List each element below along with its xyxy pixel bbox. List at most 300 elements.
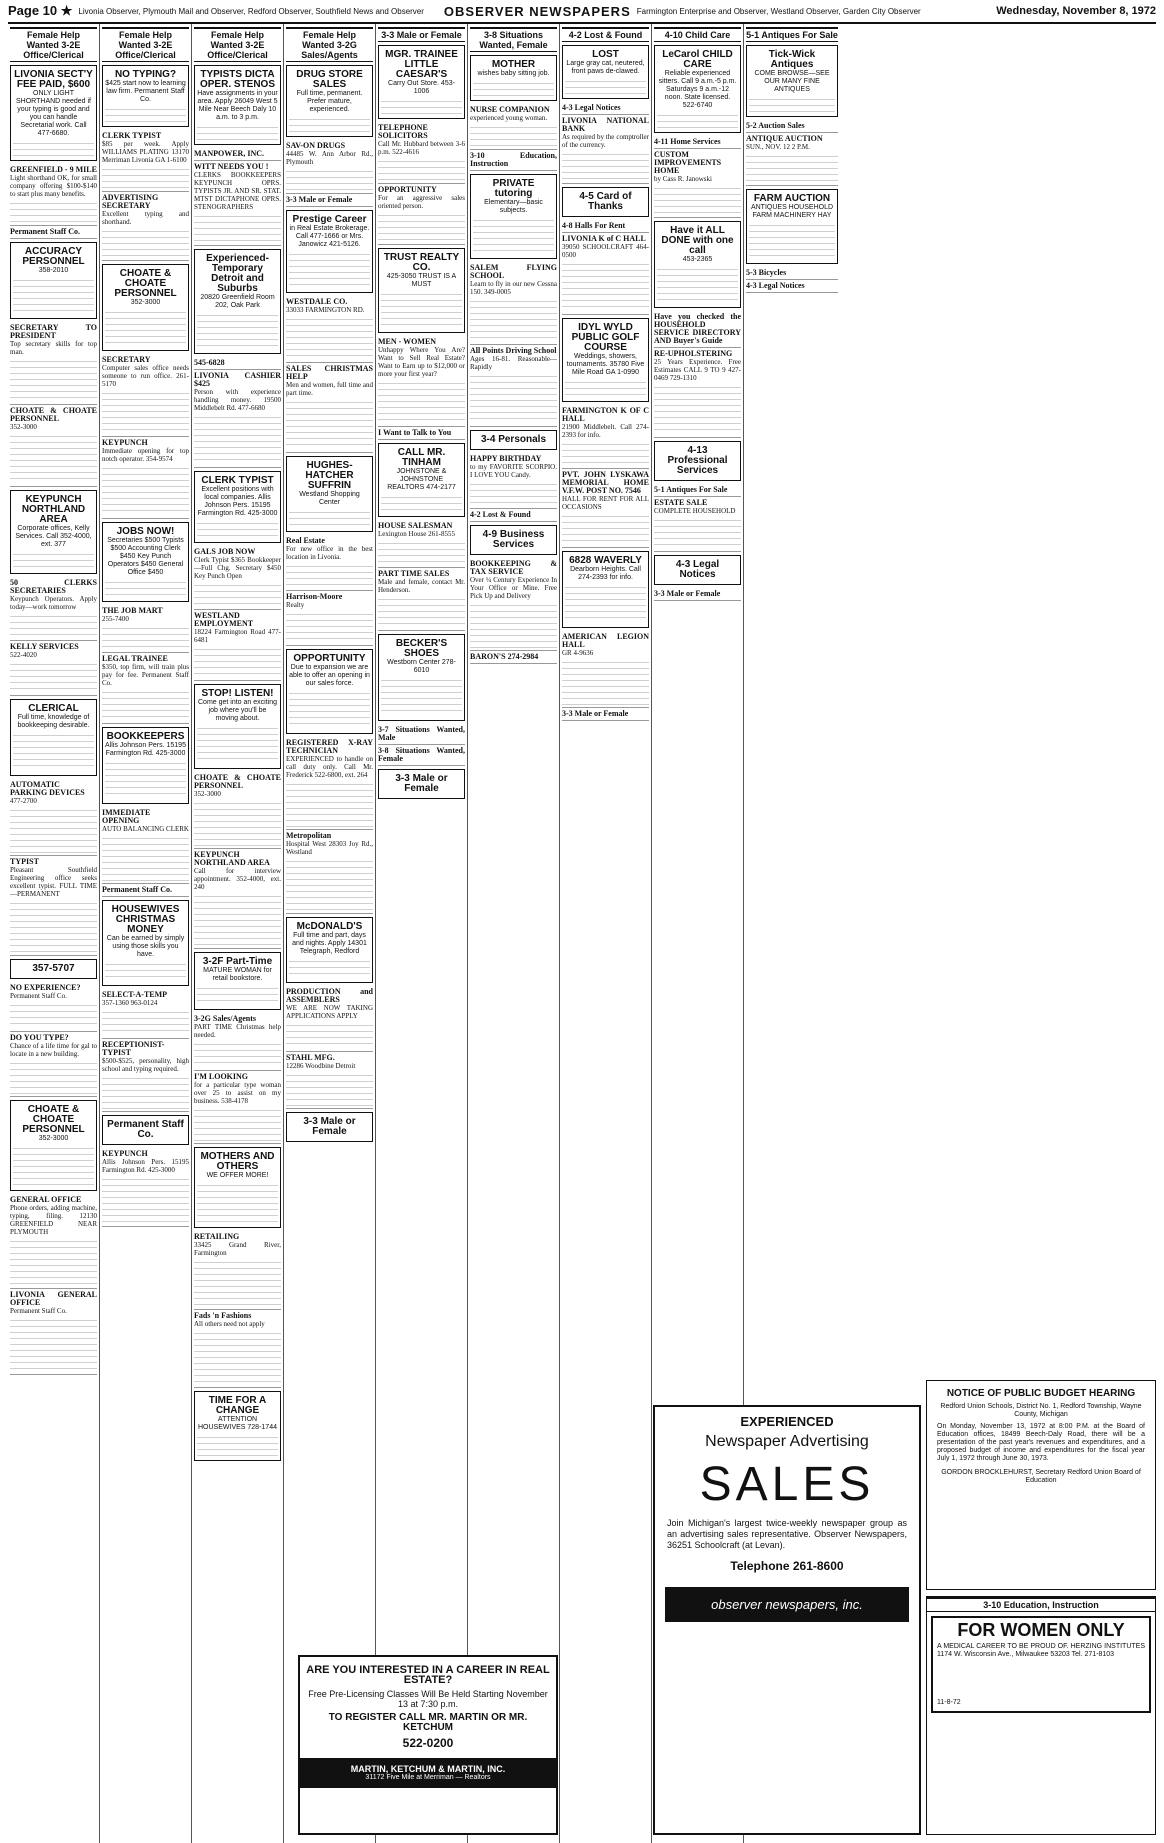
ad-body-text-lines xyxy=(10,659,97,693)
ad-text: EXPERIENCED to handle on call duty only. Call Mr. Frederick 522-6800, ext. 264 xyxy=(286,755,373,779)
ad-text: Person with experience handling money. 19500 Middlebelt Rd. 477-6680 xyxy=(194,388,281,412)
ad-title: BARON'S 274-2984 xyxy=(470,652,539,661)
classified-ad xyxy=(378,184,465,245)
ad-body-text-lines xyxy=(378,210,465,242)
ad-text: MATURE WOMAN for retail bookstore. xyxy=(203,967,272,982)
column-7 xyxy=(560,24,652,1843)
classified-ad xyxy=(194,610,281,681)
ad-title: MGR. TRAINEE LITTLE CAESAR'S xyxy=(385,49,458,80)
ad-title: RECEPTIONIST-TYPIST xyxy=(102,1040,165,1057)
newspaper-page xyxy=(8,0,1156,1841)
ad-body-text-lines xyxy=(13,138,94,156)
ad-text: Permanent Staff Co. xyxy=(10,992,67,1000)
ad-text: CLERKS BOOKKEEPERS KEYPUNCH OPRS. TYPISTS JR. AND SR. STAT. MTST DICTAPHONE OPRS. STENOGRAPHERS xyxy=(194,171,281,211)
ad-body-text-lines xyxy=(194,798,281,846)
classified-ad xyxy=(194,370,281,468)
classified-ad xyxy=(286,1052,373,1109)
classified-ad xyxy=(286,363,373,453)
ad-title: 3-3 Male or Female xyxy=(303,1116,356,1137)
publication-list-2: Farmington Enterprise and Observer, Westland Observer, Garden City Observer xyxy=(636,6,921,16)
ad-body-text-lines xyxy=(562,511,649,545)
ad-title: STOP! LISTEN! xyxy=(201,688,274,699)
ad-text: Unhappy Where You Are? Want to Sell Real Estate? Want to Earn up to $12,000 or more your first year? xyxy=(378,346,465,378)
ad-body-text-lines xyxy=(105,758,186,799)
education-title: FOR WOMEN ONLY xyxy=(957,1620,1125,1640)
ad-title: 4-2 Lost & Found xyxy=(470,510,531,519)
column-2 xyxy=(100,24,192,1843)
ad-text: 358-2010 xyxy=(38,267,69,274)
ad-title: 5-1 Antiques For Sale xyxy=(654,485,728,494)
ad-title: 50 CLERKS SECRETARIES xyxy=(10,578,97,595)
ad-title: 3-4 Personals xyxy=(480,434,547,445)
ad-text: 255-7400 xyxy=(102,615,129,623)
ad-text: Secretaries $500 Typists $500 Accounting Clerk $450 Key Punch Operators $450 General Office $450 xyxy=(107,537,184,576)
ad-title: JOBS NOW! xyxy=(116,526,175,537)
ad-text: experienced young woman. xyxy=(470,114,548,122)
career-sub: Free Pre-Licensing Classes Will Be Held Starting November 13 at 7:30 p.m. xyxy=(308,1689,548,1709)
education-header: 3-10 Education, Instruction xyxy=(927,1597,1155,1612)
sales-phone: Telephone 261-8600 xyxy=(730,1559,844,1573)
section-header: 4-2 Lost & Found xyxy=(562,27,649,42)
classified-ad xyxy=(470,174,557,259)
classified-ad xyxy=(654,588,741,601)
ad-text: Have assignments in your area. Apply 26049 West 5 Mile Near Beech Daly 10 a.m. to 3 p.m. xyxy=(197,90,278,121)
ad-title: LIVONIA K of C HALL xyxy=(562,234,646,243)
ad-body-text-lines xyxy=(194,644,281,678)
classified-ad xyxy=(286,456,373,532)
ad-body-text-lines xyxy=(13,549,94,569)
classified-ad xyxy=(378,724,465,745)
ad-title: CHOATE & CHOATE PERSONNEL xyxy=(22,1104,85,1135)
ad-title: Harrison-Moore xyxy=(286,592,343,601)
ad-body-text-lines xyxy=(13,275,94,314)
ad-text: Large gray cat, neutered, front paws de-clawed. xyxy=(566,60,645,75)
classified-ad xyxy=(194,546,281,610)
ad-title: BOOKKEEPING & TAX SERVICE xyxy=(470,559,557,576)
ad-text: COMPLETE HOUSEHOLD xyxy=(654,507,736,515)
ad-text: $425 start now to learning law firm. Permanent Staff Co. xyxy=(105,80,186,103)
ad-body-text-lines xyxy=(105,307,186,346)
observer-logo: observer newspapers, inc. xyxy=(665,1587,909,1622)
classified-ad xyxy=(194,952,281,1010)
classified-ad xyxy=(470,651,557,664)
classified-ad xyxy=(10,641,97,696)
ad-body-text-lines xyxy=(194,412,281,465)
ad-title: TIME FOR A CHANGE xyxy=(208,1395,267,1416)
classified-ad xyxy=(102,354,189,437)
classified-ad xyxy=(102,807,189,884)
ad-body-text-lines xyxy=(562,657,649,705)
ad-text: Hospital West 28303 Joy Rd., Westland xyxy=(286,840,373,856)
ad-title: 6828 WAVERLY xyxy=(569,555,642,566)
ad-body-text-lines xyxy=(286,1020,373,1049)
classified-ad xyxy=(470,262,557,345)
classified-ad xyxy=(746,267,838,280)
ad-title: 3-3 Male or Female xyxy=(395,773,448,794)
ad-body-text-lines xyxy=(286,779,373,827)
ad-text: ANTIQUES HOUSEHOLD FARM MACHINERY HAY xyxy=(750,204,834,219)
classified-ad xyxy=(654,348,741,438)
ad-title: WESTDALE CO. xyxy=(286,297,348,306)
ad-title: GENERAL OFFICE xyxy=(10,1195,82,1204)
ad-text: $500-$525, personality, high school and typing required. xyxy=(102,1057,189,1073)
classified-ad xyxy=(286,65,373,137)
ad-body-text-lines xyxy=(10,198,97,223)
ad-text: ATTENTION HOUSEWIVES 728-1744 xyxy=(198,1416,277,1431)
ad-body-text-lines xyxy=(194,211,281,243)
ad-text: Male and female, contact Mr. Henderson. xyxy=(378,578,465,594)
career-phone: 522-0200 xyxy=(402,1736,454,1750)
ad-text: 39050 SCHOOLCRAFT 464-0500 xyxy=(562,243,649,259)
classified-ad xyxy=(102,900,189,986)
ad-title: 4-8 Halls For Rent xyxy=(562,221,626,230)
ad-body-text-lines xyxy=(10,1058,97,1094)
ad-title: SECRETARY xyxy=(102,355,151,364)
ad-text: Full time, permanent. Prefer mature, experienced. xyxy=(296,90,363,113)
classified-ad xyxy=(378,248,465,333)
ad-body-text-lines xyxy=(289,249,370,288)
classified-ad xyxy=(10,1194,97,1289)
classified-ad xyxy=(378,634,465,721)
ad-title: Permanent Staff Co. xyxy=(107,1119,184,1140)
ad-title: Permanent Staff Co. xyxy=(10,227,80,236)
ad-body-text-lines xyxy=(102,226,189,258)
classified-ad xyxy=(470,104,557,150)
ad-text: Elementary—basic subjects. xyxy=(484,199,543,214)
ad-text: Allis Johnson Pers. 15195 Farmington Rd. 425-3000 xyxy=(105,742,186,757)
ad-text: Weddings, showers, tournaments. 35780 Five Mile Road GA 1-0990 xyxy=(566,353,645,376)
ad-title: Experienced-Temporary Detroit and Suburbs xyxy=(206,253,269,294)
ad-title: CLERICAL xyxy=(28,703,79,714)
classified-ad xyxy=(194,471,281,543)
ad-title: OPPORTUNITY xyxy=(378,185,437,194)
ad-title: 3-7 Situations Wanted, Male xyxy=(378,725,465,742)
ad-body-text-lines xyxy=(473,215,554,254)
classified-ad xyxy=(10,226,97,239)
classified-ad xyxy=(10,699,97,776)
advertising-sales-ad xyxy=(653,1405,921,1835)
ad-text: Keypunch Operators. Apply today—work tomorrow xyxy=(10,595,97,611)
ad-text: Computer sales office needs someone to run office. 261-5170 xyxy=(102,364,189,388)
ad-text: Dearborn Heights. Call 274-2393 for info. xyxy=(570,566,641,581)
sales-top: EXPERIENCED xyxy=(740,1414,834,1429)
career-call: TO REGISTER CALL MR. MARTIN OR MR. KETCHUM xyxy=(328,1712,528,1733)
ad-body-text-lines xyxy=(286,561,373,588)
masthead xyxy=(8,0,1156,24)
classified-ad xyxy=(562,102,649,115)
classified-ad xyxy=(562,115,649,184)
ad-text: 352-3000 xyxy=(10,423,37,431)
ad-text: Lexington House 261-8555 xyxy=(378,530,455,538)
ad-text: Top secretary skills for top man. xyxy=(10,340,97,356)
ad-title: LEGAL TRAINEE xyxy=(102,654,168,663)
classified-ad xyxy=(654,555,741,585)
classified-ad xyxy=(10,959,97,979)
classified-ad xyxy=(470,345,557,427)
ad-body-text-lines xyxy=(10,1315,97,1372)
notice-body: On Monday, November 13, 1972 at 8:00 P.M. at the Board of Education offices, 18499 Beech-Daly Road, there will be a presentation of the past year's revenues and expenditures, and a proposed budget of income and expenditures for the fiscal year July 1, 1972 through June 30, 1973. xyxy=(937,1423,1145,1462)
ad-title: Fads 'n Fashions xyxy=(194,1311,252,1320)
ad-body-text-lines xyxy=(378,594,465,628)
classified-ad xyxy=(470,525,557,555)
ad-title: CHOATE & CHOATE PERSONNEL xyxy=(114,268,177,299)
classified-ad xyxy=(746,45,838,117)
ad-body-text-lines xyxy=(10,1236,97,1286)
ad-text: 357-1360 963-0124 xyxy=(102,999,158,1007)
ad-text: 12286 Woodbine Detroit xyxy=(286,1062,356,1070)
classified-ad xyxy=(10,322,97,405)
classified-ad xyxy=(194,65,281,145)
ad-text: by Cass R. Janowski xyxy=(654,175,712,183)
classified-ad xyxy=(286,917,373,983)
ad-title: IDYL WYLD PUBLIC GOLF COURSE xyxy=(571,322,640,353)
ad-title: SAV-ON DRUGS xyxy=(286,141,346,150)
ad-body-text-lines xyxy=(10,611,97,638)
ad-body-text-lines xyxy=(378,538,465,565)
ad-text: wishes baby sitting job. xyxy=(477,70,550,77)
ad-title: I Want to Talk to You xyxy=(378,428,452,437)
ad-title: AUTOMATIC PARKING DEVICES xyxy=(10,780,85,797)
classified-ad xyxy=(378,443,465,517)
classified-ad xyxy=(378,45,465,119)
ad-title: LeCarol CHILD CARE xyxy=(662,49,733,70)
notice-signature: GORDON BROCKLEHURST, Secretary Redford Union Board of Education xyxy=(941,1469,1141,1484)
ad-title: MANPOWER, INC. xyxy=(194,149,264,158)
ad-title: I'M LOOKING xyxy=(194,1072,249,1081)
ad-title: Metropolitan xyxy=(286,831,332,840)
classified-ad xyxy=(194,161,281,246)
ad-title: NURSE COMPANION xyxy=(470,105,550,114)
classified-ad xyxy=(102,192,189,261)
ad-title: LIVONIA GENERAL OFFICE xyxy=(10,1290,97,1307)
ad-text: JOHNSTONE & JOHNSTONE REALTORS 474-2177 xyxy=(387,468,456,491)
ad-body-text-lines xyxy=(473,78,554,96)
classified-ad xyxy=(102,1039,189,1112)
classified-ad xyxy=(102,989,189,1039)
classified-ad xyxy=(194,1013,281,1071)
ad-body-text-lines xyxy=(13,1143,94,1186)
ad-title: STAHL MFG. xyxy=(286,1053,335,1062)
classified-ad xyxy=(746,280,838,293)
classified-ad xyxy=(562,187,649,217)
ad-body-text-lines xyxy=(378,156,465,181)
classified-ad xyxy=(102,130,189,192)
section-header: Female Help Wanted 3-2E Office/Clerical xyxy=(102,27,189,62)
ad-text: to my FAVORITE SCORPIO. I LOVE YOU Candy. xyxy=(470,463,557,479)
ad-title: Real Estate xyxy=(286,536,325,545)
ad-text: Men and women, full time and part time. xyxy=(286,381,373,397)
ad-text: Pleasant Southfield Engineering office seeks excellent typist. FULL TIME—PERMANENT xyxy=(10,866,97,898)
classified-ad xyxy=(286,194,373,207)
ad-body-text-lines xyxy=(749,94,835,112)
section-header: Female Help Wanted 3-2E Office/Clerical xyxy=(194,27,281,62)
ad-body-text-lines xyxy=(657,110,738,128)
ad-title: DRUG STORE SALES xyxy=(296,69,363,90)
ad-title: KEYPUNCH xyxy=(102,1149,148,1158)
classified-ad xyxy=(562,405,649,469)
ad-title: LOST xyxy=(592,49,619,60)
ad-title: TYPIST xyxy=(10,857,39,866)
ad-title: LIVONIA SECT'Y FEE PAID, $600 xyxy=(14,69,93,90)
ad-text: Westland Shopping Center xyxy=(299,491,360,506)
classified-ad xyxy=(562,469,649,548)
ad-title: All Points Driving School xyxy=(470,346,557,355)
ad-text: AUTO BALANCING CLERK xyxy=(102,825,189,833)
ad-body-text-lines xyxy=(194,891,281,946)
ad-body-text-lines xyxy=(105,577,186,597)
ad-title: FARMINGTON K OF C HALL xyxy=(562,406,649,423)
ad-title: 3-10 Education, Instruction xyxy=(470,151,557,168)
ad-title: CHOATE & CHOATE PERSONNEL xyxy=(194,773,281,790)
ad-body-text-lines xyxy=(470,371,557,424)
ad-body-text-lines xyxy=(105,959,186,981)
ad-title: WITT NEEDS YOU ! xyxy=(194,162,269,171)
ad-title: CLERK TYPIST xyxy=(102,131,162,140)
classified-ad xyxy=(470,430,557,450)
ad-title: HOUSE SALESMAN xyxy=(378,521,453,530)
classified-ad xyxy=(378,745,465,766)
ad-text: WE OFFER MORE! xyxy=(206,1172,269,1179)
career-address: 31172 Five Mile at Merriman — Realtors xyxy=(365,1774,491,1781)
classified-ad xyxy=(470,509,557,522)
section-header: Female Help Wanted 3-2E Office/Clerical xyxy=(10,27,97,62)
classified-ad xyxy=(102,605,189,653)
ad-title: ANTIQUE AUCTION xyxy=(746,134,823,143)
ad-title: 5-2 Auction Sales xyxy=(746,121,805,130)
classified-ad xyxy=(654,149,741,218)
classified-ad xyxy=(378,568,465,631)
classified-ad xyxy=(102,522,189,602)
ad-body-text-lines xyxy=(286,1070,373,1106)
ad-title: CUSTOM IMPROVEMENTS HOME xyxy=(654,150,722,175)
classified-ad xyxy=(10,405,97,487)
ad-text: Excellent typing and shorthand. xyxy=(102,210,189,226)
ad-title: SALES CHRISTMAS HELP xyxy=(286,364,373,381)
ad-body-text-lines xyxy=(286,166,373,191)
ad-title: Prestige Career xyxy=(292,214,367,225)
ad-title: 4-3 Legal Notices xyxy=(675,559,720,580)
ad-body-text-lines xyxy=(289,114,370,132)
classified-ad xyxy=(10,1100,97,1191)
classified-ad xyxy=(286,210,373,293)
ad-text: Phone orders, adding machine, typing, filing. 12130 GREENFIELD NEAR PLYMOUTH xyxy=(10,1204,97,1236)
classified-ad xyxy=(194,772,281,849)
classified-ad xyxy=(194,1071,281,1144)
sales-text: Join Michigan's largest twice-weekly newspaper group as an advertising sales representative. Observer Newspapers, 36251 Schoolcraft (at Levan). xyxy=(667,1518,907,1550)
classified-ad xyxy=(10,1032,97,1097)
classified-ad xyxy=(10,490,97,574)
ad-title: 3-2F Part-Time xyxy=(202,956,273,967)
classified-ad xyxy=(378,520,465,568)
ad-text: Excellent positions with local companies. Allis Johnson Pers. 15195 Farmington Rd. 425-3000 xyxy=(197,486,278,517)
classified-ad xyxy=(194,684,281,769)
ad-text: WE ARE NOW TAKING APPLICATIONS APPLY xyxy=(286,1004,373,1020)
ad-body-text-lines xyxy=(565,582,646,623)
ad-text: GR 4-9636 xyxy=(562,649,594,657)
ad-title: IMMEDIATE OPENING xyxy=(102,808,151,825)
ad-text: 352-3000 xyxy=(38,1135,69,1142)
ad-title: HOUSEWIVES CHRISTMAS MONEY xyxy=(111,904,180,935)
classified-ad xyxy=(378,336,465,427)
ad-body-text-lines xyxy=(102,1174,189,1224)
ad-body-text-lines xyxy=(562,149,649,181)
ad-text: For new office in the best location in Livonia. xyxy=(286,545,373,561)
classified-ad xyxy=(286,649,373,734)
ad-body-text-lines xyxy=(381,289,462,328)
ad-title: 4-5 Card of Thanks xyxy=(579,191,632,212)
classified-ad xyxy=(746,133,838,186)
classified-ad xyxy=(654,45,741,133)
ad-body-text-lines xyxy=(378,378,465,424)
classified-ad xyxy=(286,737,373,830)
ad-text: 425-3050 TRUST IS A MUST xyxy=(386,273,457,288)
ad-text: Realty xyxy=(286,601,305,609)
ad-text: Learn to fly in our new Cessna 150. 349-0005 xyxy=(470,280,557,296)
ad-title: Have it ALL DONE with one call xyxy=(661,225,734,256)
notice-sub: Redford Union Schools, District No. 1, Redford Township, Wayne County, Michigan xyxy=(940,1403,1142,1418)
classified-ad xyxy=(286,591,373,646)
ad-title: ADVERTISING SECRETARY xyxy=(102,193,159,210)
ad-text: Light shorthand OK, for small company offering $100-$140 to start plus many benefits. xyxy=(10,174,97,198)
classified-ad xyxy=(10,65,97,161)
classified-ad xyxy=(470,150,557,171)
ad-text: Westborn Center 278-6010 xyxy=(387,659,456,674)
ad-text: 522-4020 xyxy=(10,651,37,659)
ad-title: DO YOU TYPE? xyxy=(10,1033,69,1042)
classified-ad xyxy=(746,120,838,133)
classified-ad xyxy=(194,1147,281,1228)
ad-title: 4-3 Legal Notices xyxy=(746,281,805,290)
ad-title: 5-3 Bicycles xyxy=(746,268,787,277)
ad-text: Full time, knowledge of bookkeeping desirable. xyxy=(17,714,90,729)
ad-title: 3-2G Sales/Agents xyxy=(194,1014,256,1023)
classified-ad xyxy=(378,122,465,184)
ad-title: TRUST REALTY CO. xyxy=(383,252,460,273)
ad-title: MOTHER xyxy=(491,59,536,70)
classified-ad xyxy=(10,856,97,956)
ad-body-text-lines xyxy=(197,518,278,538)
ad-title: BECKER'S SHOES xyxy=(395,638,448,659)
ad-body-text-lines xyxy=(10,431,97,484)
classified-ad xyxy=(286,830,373,914)
ad-body-text-lines xyxy=(102,1073,189,1109)
ad-body-text-lines xyxy=(746,151,838,183)
ad-title: SELECT-A-TEMP xyxy=(102,990,168,999)
ad-text: Come get into an exciting job where you'll be moving about. xyxy=(198,699,277,722)
ad-title: KEYPUNCH NORTHLAND AREA xyxy=(21,494,86,525)
paper-title: OBSERVER NEWSPAPERS xyxy=(443,3,631,19)
ad-text: Full time and part, days and nights. Apply 14301 Telegraph, Redford xyxy=(292,932,367,955)
ad-body-text-lines xyxy=(470,600,557,648)
ad-title: 4-13 Professional Services xyxy=(667,445,728,476)
ad-body-text-lines xyxy=(657,264,738,303)
ad-text: in Real Estate Brokerage. Call 477-1666 or Mrs. Janowicz 421-5126. xyxy=(289,225,370,248)
ad-title: PRODUCTION and ASSEMBLERS xyxy=(286,987,373,1004)
publication-list: Livonia Observer, Plymouth Mail and Observer, Redford Observer, Southfield News and Observer xyxy=(78,6,424,16)
issue-date: Wednesday, November 8, 1972 xyxy=(996,5,1156,17)
ad-text: Chance of a life time for gal to locate in a new building. xyxy=(10,1042,97,1058)
classified-ad xyxy=(654,311,741,348)
ad-title: HAPPY BIRTHDAY xyxy=(470,454,542,463)
ad-body-text-lines xyxy=(470,122,557,147)
ad-title: ESTATE SALE xyxy=(654,498,708,507)
ad-title: PRIVATE tutoring xyxy=(492,178,535,199)
ad-body-text-lines xyxy=(470,296,557,342)
ad-title: PART TIME SALES xyxy=(378,569,450,578)
classified-ad xyxy=(654,484,741,497)
ad-title: 357-5707 xyxy=(32,963,75,974)
ad-text: Corporate offices, Kelly Services. Call 352-4000, ext. 377 xyxy=(15,525,92,548)
